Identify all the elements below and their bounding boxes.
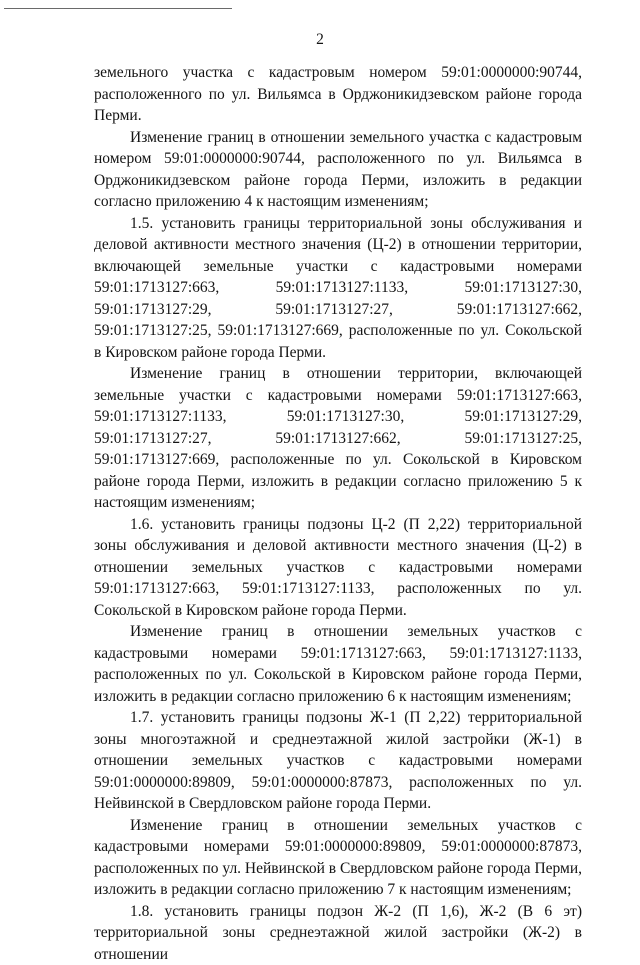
paragraph: Изменение границ в отношении территории, включающей земельные участки с кадастровыми номерами 59:01:1713127:663, 59:01:1713127:1133, 59:01:1713127:30, 59:01:1713127:29, 59:01:1713127:27, 59:01:1713127:662, 59:01:1713127:25, 59:01:1713127:669, расположенные по ул. Сокольской в Кировском районе города Перми, изложить в редакции согласно приложению 5 к настоящим изменениям;: [94, 363, 582, 514]
paragraph: Изменение границ в отношении земельного участка с кадастровым номером 59:01:0000000:90744, расположенного по ул. Вильямса в Орджоникидзевском районе города Перми, изложить в редакции согласно приложению 4 к настоящим изменениям;: [94, 127, 582, 213]
document-body: [94, 62, 582, 965]
paragraph: 1.5. установить границы территориальной зоны обслуживания и деловой активности местного значения (Ц-2) в отношении территории, включающей земельные участки с кадастровыми номерами 59:01:1713127:663, 59:01:1713127:1133, 59:01:1713127:30, 59:01:1713127:29, 59:01:1713127:27, 59:01:1713127:662, 59:01:1713127:25, 59:01:1713127:669, расположенные по ул. Сокольской в Кировском районе города Перми.: [94, 213, 582, 364]
paragraph: 1.8. установить границы подзон Ж-2 (П 1,6), Ж-2 (В 6 эт) территориальной зоны среднеэтажной жилой застройки (Ж-2) в отношении: [94, 901, 582, 965]
top-rule: [4, 8, 232, 9]
paragraph: Изменение границ в отношении земельных участков с кадастровыми номерами 59:01:1713127:663, 59:01:1713127:1133, расположенных по ул. Сокольской в Кировском районе города Перми, изложить в редакции согласно приложению 6 к настоящим изменениям;: [94, 621, 582, 707]
paragraph: 1.6. установить границы подзоны Ц-2 (П 2,22) территориальной зоны обслуживания и деловой активности местного значения (Ц-2) в отношении земельных участков с кадастровыми номерами 59:01:1713127:663, 59:01:1713127:1133, расположенных по ул. Сокольской в Кировском районе города Перми.: [94, 514, 582, 622]
paragraph: Изменение границ в отношении земельных участков с кадастровыми номерами 59:01:0000000:89809, 59:01:0000000:87873, расположенных по ул. Нейвинской в Свердловском районе города Перми, изложить в редакции согласно приложению 7 к настоящим изменениям;: [94, 815, 582, 901]
paragraph: земельного участка с кадастровым номером 59:01:0000000:90744, расположенного по ул. Вильямса в Орджоникидзевском районе города Перми.: [94, 62, 582, 127]
page-number: 2: [0, 30, 640, 50]
paragraph: 1.7. установить границы подзоны Ж-1 (П 2,22) территориальной зоны многоэтажной и среднеэтажной жилой застройки (Ж-1) в отношении земельных участков с кадастровыми номерами 59:01:0000000:89809, 59:01:0000000:87873, расположенных по ул. Нейвинской в Свердловском районе города Перми.: [94, 707, 582, 815]
